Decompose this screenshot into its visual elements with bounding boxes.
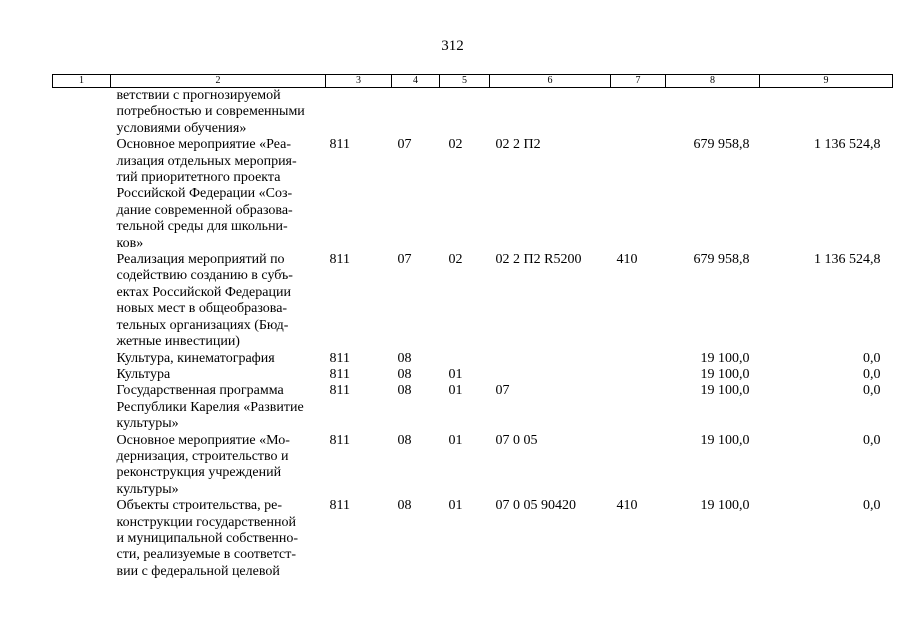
row-ved: 811 <box>329 252 350 268</box>
row-name: Объекты строительства, ре- конструкции государственной и муниципальной собственно- сти, реализуемые в соответст- вии с федеральной целевой <box>116 498 299 579</box>
cell-empty <box>53 498 111 580</box>
cell-empty <box>53 433 111 499</box>
row-sum-2 <box>760 88 893 138</box>
column-header-2: 2 <box>111 75 326 88</box>
row-sum-2: 0,0 <box>863 498 881 514</box>
row-csr <box>490 88 611 138</box>
column-header-4: 4 <box>392 75 440 88</box>
table-row <box>53 137 893 252</box>
row-csr: 07 <box>495 383 510 399</box>
row-razdel: 08 <box>397 498 412 514</box>
row-name: Культура <box>116 366 171 382</box>
row-sum-2: 1 136 524,8 <box>814 137 881 153</box>
row-name: Основное мероприятие «Мо- дернизация, строительство и реконструкция учреждений культуры» <box>116 432 290 497</box>
row-razdel: 08 <box>397 432 412 448</box>
row-name: Культура, кинематография <box>116 350 275 366</box>
row-razdel <box>392 88 440 138</box>
row-podrazdel: 02 <box>448 137 463 153</box>
row-ved: 811 <box>329 383 350 399</box>
row-podrazdel: 02 <box>448 252 463 268</box>
column-header-6: 6 <box>490 75 611 88</box>
row-vr <box>611 351 666 367</box>
row-csr: 02 2 П2 R5200 <box>495 252 582 268</box>
row-razdel: 08 <box>397 350 412 366</box>
row-sum-2: 0,0 <box>863 432 881 448</box>
row-ved: 811 <box>329 432 350 448</box>
row-razdel: 07 <box>397 137 412 153</box>
row-sum-1: 19 100,0 <box>700 366 750 382</box>
column-header-9: 9 <box>760 75 893 88</box>
column-header-7: 7 <box>611 75 666 88</box>
row-sum-1: 679 958,8 <box>693 137 750 153</box>
row-ved: 811 <box>329 137 350 153</box>
column-header-8: 8 <box>666 75 760 88</box>
row-podrazdel: 01 <box>448 366 463 382</box>
column-header-3: 3 <box>326 75 392 88</box>
row-sum-1 <box>666 88 760 138</box>
row-sum-2: 0,0 <box>863 350 881 366</box>
row-sum-1: 19 100,0 <box>700 498 750 514</box>
row-name: Основное мероприятие «Реа- лизация отдельных мероприя- тий приоритетного проекта Российской Федерации «Соз- дание современной образова- тельной среды для школьни- ков» <box>116 137 297 251</box>
cell-empty <box>53 383 111 432</box>
row-podrazdel: 01 <box>448 383 463 399</box>
row-csr: 02 2 П2 <box>495 137 541 153</box>
row-podrazdel <box>440 88 490 138</box>
row-ved: 811 <box>329 366 350 382</box>
column-header-5: 5 <box>440 75 490 88</box>
table-row <box>53 433 893 499</box>
row-csr <box>490 351 611 367</box>
budget-table <box>52 74 893 580</box>
row-razdel: 08 <box>397 366 412 382</box>
row-podrazdel <box>440 351 490 367</box>
column-header-1: 1 <box>53 75 111 88</box>
row-name: ветствии с прогнозируемой потребностью и современными условиями обучения» <box>116 88 305 136</box>
row-vr <box>611 137 666 252</box>
row-razdel: 08 <box>397 383 412 399</box>
row-sum-1: 19 100,0 <box>700 350 750 366</box>
row-ved: 811 <box>329 350 350 366</box>
table-row <box>53 383 893 432</box>
header-row <box>53 75 893 88</box>
page-number: 312 <box>441 38 464 54</box>
row-vr <box>611 88 666 138</box>
row-razdel: 07 <box>397 252 412 268</box>
table-row <box>53 367 893 383</box>
row-sum-1: 19 100,0 <box>700 383 750 399</box>
row-podrazdel: 01 <box>448 432 463 448</box>
row-name: Государственная программа Республики Карелия «Развитие культуры» <box>116 383 304 432</box>
row-sum-2: 0,0 <box>863 366 881 382</box>
row-vr <box>611 383 666 432</box>
row-ved: 811 <box>329 498 350 514</box>
row-csr: 07 0 05 90420 <box>495 498 576 514</box>
row-vr <box>611 433 666 499</box>
table-row <box>53 252 893 350</box>
row-sum-1: 679 958,8 <box>693 252 750 268</box>
row-vr: 410 <box>616 498 638 514</box>
row-sum-2: 0,0 <box>863 383 881 399</box>
cell-empty <box>53 351 111 367</box>
row-sum-1: 19 100,0 <box>700 432 750 448</box>
row-podrazdel: 01 <box>448 498 463 514</box>
row-sum-2: 1 136 524,8 <box>814 252 881 268</box>
table-header <box>53 75 893 88</box>
row-vr: 410 <box>616 252 638 268</box>
row-csr: 07 0 05 <box>495 432 538 448</box>
cell-empty <box>53 252 111 350</box>
cell-empty <box>53 88 111 138</box>
cell-empty <box>53 137 111 252</box>
table-row <box>53 351 893 367</box>
row-vr <box>611 367 666 383</box>
row-csr <box>490 367 611 383</box>
table-row <box>53 88 893 138</box>
row-ved <box>326 88 392 138</box>
row-name: Реализация мероприятий по содействию созданию в субъ- ектах Российской Федерации новых мест в общеобразова- тельных организациях (Бюд- жетные инвестиции) <box>116 252 293 350</box>
table-row <box>53 498 893 580</box>
cell-empty <box>53 367 111 383</box>
